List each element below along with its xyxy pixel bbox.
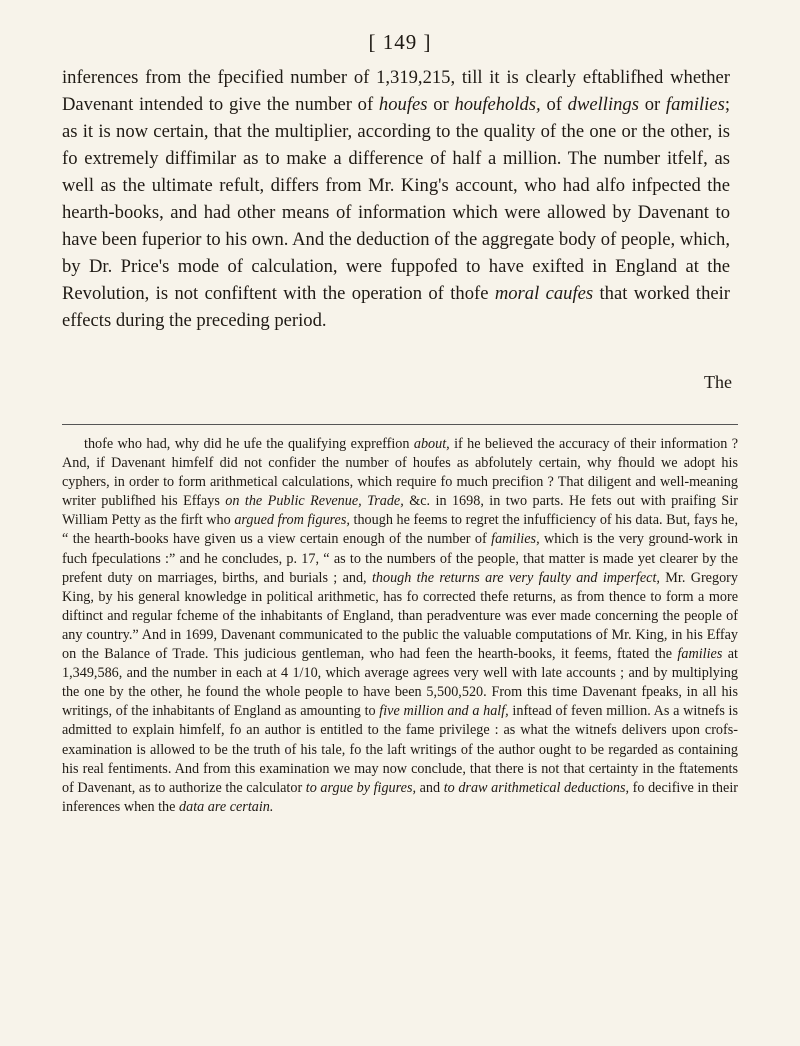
- italic-term: houfes: [378, 94, 428, 115]
- italic-term: families: [677, 646, 723, 663]
- italic-term: families,: [491, 531, 540, 548]
- main-text-run: of: [540, 94, 568, 115]
- italic-term: moral caufes: [494, 283, 594, 304]
- italic-term: five million and a half,: [379, 703, 509, 720]
- main-text-run: or: [427, 94, 455, 115]
- page-number: [ 149 ]: [368, 30, 432, 54]
- italic-term: houfeholds,: [454, 94, 541, 115]
- main-text-run: or: [638, 94, 666, 115]
- italic-term: to argue by figures,: [305, 779, 417, 796]
- italic-term: on the Public Revenue, Trade,: [225, 493, 404, 510]
- footnote-run: which is the very ground-work in fuch fpeculations :” and he concludes, p. 17, “ as to the numbers of the people, that matter is made yet clearer by the prefent duty on marriages, births, and burials ; and,: [62, 531, 738, 586]
- footnote-run: fo decifive in their inferences when the: [62, 779, 738, 815]
- italic-term: dwellings: [567, 94, 639, 115]
- italic-term: families: [665, 94, 725, 115]
- footnote-run: if he believed the accuracy of their information ? And, if Davenant himfelf did not confider the number of houfes as abfolutely certain, why fhould we adopt his cyphers, in order to form arithmetical calculations, which require fo much precifion ? That diligent and well-meaning writer publifhed his Effays: [62, 436, 738, 510]
- italic-term: to draw arithmetical deductions,: [443, 779, 630, 796]
- italic-term: argued from figures,: [234, 512, 350, 529]
- main-text-run: that worked their effects during the preceding period.: [62, 283, 730, 331]
- footnote-run: and: [416, 779, 444, 796]
- footnote-block: [62, 435, 738, 817]
- main-paragraph: [62, 64, 730, 334]
- footnote-run: at 1,349,586, and the number in each at 4 1/10, which average agrees very well with late accounts ; and by multiplying the one by the other, he found the whole people to have been 5,500,520. From this time Davenant fpeaks, in all his writings, of the inhabitants of England as amounting to: [62, 646, 738, 720]
- footnote-divider: [62, 424, 738, 425]
- italic-term: data are certain.: [179, 798, 274, 815]
- main-text-run: inferences from the fpecified number of 1,319,215, till it is clearly eftablifhed whether Davenant intended to give the number of: [62, 67, 730, 115]
- footnote-run: thofe who had, why did he ufe the qualifying expreffion: [84, 436, 414, 452]
- main-text-block: [62, 64, 730, 334]
- italic-term: though the returns are very faulty and imperfect,: [371, 569, 660, 586]
- footnote-run: Mr. Gregory King, by his general knowledge in political arithmetic, has fo corrected thefe returns, as from thence to form a more diftinct and regular fcheme of the inhabitants of England, than peradventure was ever made concerning the people of any country.” And in 1699, Davenant communicated to the public the valuable computations of Mr. King, in his Effay on the Balance of Trade. This judicious gentleman, who had feen the hearth-books, it feems, ftated the: [62, 569, 738, 663]
- footnote-run: inftead of feven million. As a witnefs is admitted to explain himfelf, fo an author is entitled to the fame privilege : as what the witnefs delivers upon crofs-examination is allowed to be the truth of his tale, fo the laft writings of the author ought to be regarded as containing his real fentiments. And from this examination we may now conclude, that there is not that certainty in the ftatements of Davenant, as to authorize the calculator: [62, 703, 739, 796]
- footnote-run: &c. in 1698, in two parts. He fets out with praifing Sir William Petty as the firft who: [62, 493, 738, 529]
- footnote-run: though he feems to regret the infufficiency of his data. But, fays he, “ the hearth-books have given us a view certain enough of the number of: [62, 512, 738, 548]
- italic-term: about,: [413, 436, 450, 452]
- footnote-paragraph: [62, 435, 738, 817]
- main-text-run: ; as it is now certain, that the multiplier, according to the quality of the one or the other, is fo extremely diffimilar as to make a difference of half a million. The number itfelf, as well as the ultimate refult, differs from Mr. King's account, who had alfo infpected the hearth-books, and had other means of information which were allowed by Davenant to have been fuperior to his own. And the deduction of the aggregate body of people, which, by Dr. Price's mode of calculation, were fuppofed to have exifted in England at the Revolution, is not confiftent with the operation of thofe: [62, 94, 730, 304]
- catchword: The: [704, 372, 732, 392]
